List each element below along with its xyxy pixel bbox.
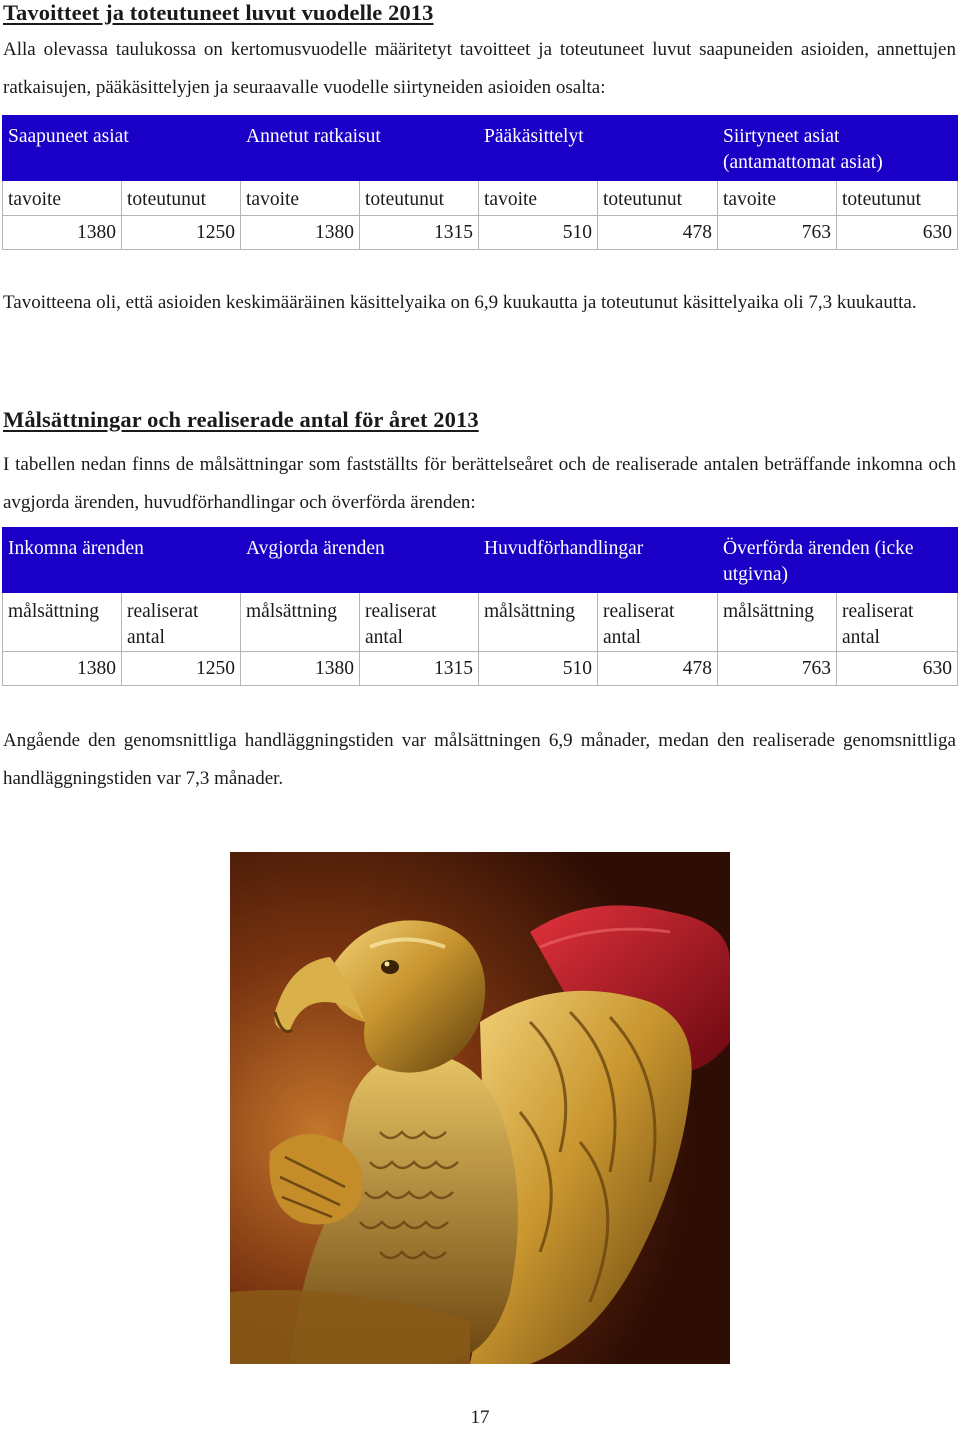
subheader-cell: toteutunut [598, 181, 718, 216]
subheader-cell: tavoite [241, 181, 360, 216]
group-header: Avgjorda ärenden [241, 528, 479, 593]
table-subheader-row [3, 593, 958, 652]
group-header: Siirtyneet asiat (antamattomat asiat) [718, 116, 958, 181]
value-cell: 510 [479, 216, 598, 250]
value-cell: 763 [718, 216, 837, 250]
value-cell: 478 [598, 216, 718, 250]
value-cell: 1315 [360, 652, 479, 686]
table-subheader-row [3, 181, 958, 216]
value-cell: 1380 [3, 216, 122, 250]
sv-section-title: Målsättningar och realiserade antal för året 2013 [3, 407, 479, 432]
subheader-cell: toteutunut [837, 181, 958, 216]
table-header-row [3, 528, 958, 593]
value-cell: 630 [837, 652, 958, 686]
fi-intro-paragraph: Alla olevassa taulukossa on kertomusvuodelle määritetyt tavoitteet ja toteutuneet luvut saapuneiden asioiden, annettujen ratkaisujen, pääkäsittelyjen ja seuraavalle vuodelle siirtyneiden asioiden osalta: [3, 39, 956, 98]
sv-intro-paragraph: I tabellen nedan finns de målsättningar som fastställts för berättelseåret och de realiserade antalen beträffande inkomna och avgjorda ärenden, huvudförhandlingar och överförda ärenden: [3, 454, 956, 513]
value-cell: 763 [718, 652, 837, 686]
fi-section-title: Tavoitteet ja toteutuneet luvut vuodelle 2013 [3, 0, 434, 25]
fi-note-paragraph: Tavoitteena oli, että asioiden keskimääräinen käsittelyaika on 6,9 kuukautta ja toteutunut käsittelyaika oli 7,3 kuukautta. [3, 292, 917, 313]
subheader-cell: realiserat antal [122, 593, 241, 652]
group-header: Annetut ratkaisut [241, 116, 479, 181]
value-cell: 478 [598, 652, 718, 686]
subheader-cell: målsättning [3, 593, 122, 652]
subheader-cell: tavoite [479, 181, 598, 216]
group-header: Inkomna ärenden [3, 528, 241, 593]
value-cell: 1380 [241, 652, 360, 686]
subheader-cell: tavoite [718, 181, 837, 216]
value-cell: 1380 [241, 216, 360, 250]
group-header: Huvudförhandlingar [479, 528, 718, 593]
subheader-cell: realiserat antal [360, 593, 479, 652]
value-cell: 1250 [122, 652, 241, 686]
fi-targets-table [2, 115, 958, 250]
subheader-cell: målsättning [241, 593, 360, 652]
group-header: Överförda ärenden (icke utgivna) [718, 528, 958, 593]
sv-targets-table [2, 527, 958, 686]
subheader-cell: målsättning [479, 593, 598, 652]
subheader-cell: målsättning [718, 593, 837, 652]
group-header: Saapuneet asiat [3, 116, 241, 181]
value-cell: 1380 [3, 652, 122, 686]
value-cell: 1250 [122, 216, 241, 250]
value-cell: 630 [837, 216, 958, 250]
sv-note-paragraph: Angående den genomsnittliga handläggningstiden var målsättningen 6,9 månader, medan den realiserade genomsnittliga handläggningstiden var 7,3 månader. [3, 730, 956, 789]
page-number: 17 [470, 1407, 490, 1428]
subheader-cell: toteutunut [122, 181, 241, 216]
table-row [3, 652, 958, 686]
subheader-cell: realiserat antal [837, 593, 958, 652]
group-header: Pääkäsittelyt [479, 116, 718, 181]
golden-eagle-photo [230, 852, 730, 1364]
subheader-cell: realiserat antal [598, 593, 718, 652]
subheader-cell: tavoite [3, 181, 122, 216]
table-row [3, 216, 958, 250]
value-cell: 1315 [360, 216, 479, 250]
table-header-row [3, 116, 958, 181]
value-cell: 510 [479, 652, 598, 686]
subheader-cell: toteutunut [360, 181, 479, 216]
